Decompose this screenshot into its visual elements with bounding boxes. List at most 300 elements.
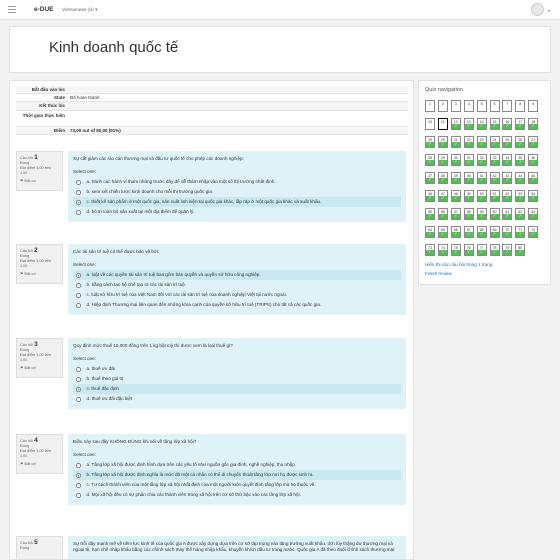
question-number-value: 1 <box>34 154 38 161</box>
quiz-nav-question-34[interactable] <box>502 154 512 166</box>
quiz-nav-number: 60 <box>492 210 497 214</box>
quiz-nav-question-66[interactable] <box>451 226 461 238</box>
answer-text: d. Hiệp định Thương mại liên quan đến những khía cạnh của quyền sở hữu trí tuệ (TRIPS) cho tất cả các quốc gia. <box>86 302 322 307</box>
quiz-nav-number: 1 <box>429 102 431 106</box>
check-icon: ✓ <box>516 232 524 237</box>
quiz-nav-number: 68 <box>479 228 484 232</box>
radio-button[interactable] <box>76 200 81 205</box>
check-icon: ✓ <box>503 178 511 183</box>
question-marks: Đạt điểm 1,00 trên 1,00 <box>20 166 52 175</box>
quiz-nav-question-10[interactable] <box>425 118 435 130</box>
check-icon: ✓ <box>478 250 486 255</box>
radio-button[interactable] <box>76 463 81 468</box>
check-icon: ✓ <box>465 214 473 219</box>
check-icon: ✓ <box>491 124 499 129</box>
question-info <box>16 244 63 284</box>
quiz-nav-question-44[interactable] <box>515 172 525 184</box>
quiz-nav-question-43[interactable] <box>502 172 512 184</box>
answer-option[interactable] <box>73 177 401 187</box>
flag-question-button[interactable]: ⚑ Đặt cờ <box>20 366 36 370</box>
answer-option[interactable] <box>73 280 401 290</box>
quiz-nav-question-68[interactable] <box>477 226 487 238</box>
quiz-nav-number: 3 <box>454 102 457 106</box>
check-icon: ✓ <box>491 232 499 237</box>
check-icon: ✓ <box>452 214 460 219</box>
radio-button[interactable] <box>76 210 81 215</box>
answer-option[interactable] <box>73 197 401 207</box>
quiz-nav-question-69[interactable] <box>490 226 500 238</box>
check-icon: ✓ <box>516 142 524 147</box>
answer-text: d. thuế ưu đãi đặc biệt <box>86 396 133 401</box>
check-icon: ✓ <box>439 196 447 201</box>
select-one-label: Select one: <box>73 169 96 174</box>
radio-button[interactable] <box>76 397 81 402</box>
question-info <box>16 338 63 378</box>
quiz-nav-number: 39 <box>453 174 458 178</box>
quiz-nav-number: 56 <box>440 210 445 214</box>
quiz-nav-question-71[interactable] <box>515 226 525 238</box>
check-icon: ✓ <box>503 214 511 219</box>
question-number-value: 3 <box>34 341 38 348</box>
quiz-nav-question-48[interactable] <box>451 190 461 202</box>
quiz-nav-question-67[interactable] <box>464 226 474 238</box>
answer-option[interactable] <box>73 290 401 300</box>
quiz-nav-question-80[interactable] <box>515 244 525 256</box>
quiz-nav-question-49[interactable] <box>464 190 474 202</box>
quiz-nav-number: 33 <box>492 156 497 160</box>
quiz-nav-number: 69 <box>492 228 497 232</box>
question-text: Điều này sau đây KHÔNG ĐÚNG khi nói về tầng lớp xã hội? <box>73 439 197 444</box>
quiz-nav-number: 17 <box>518 120 523 124</box>
quiz-nav-question-24[interactable] <box>490 136 500 148</box>
check-icon: ✓ <box>452 124 460 129</box>
quiz-nav-question-32[interactable] <box>477 154 487 166</box>
quiz-nav-question-62[interactable] <box>515 208 525 220</box>
quiz-nav-number: 9 <box>532 102 535 106</box>
check-icon: ✓ <box>516 178 524 183</box>
question-status: Đúng <box>20 444 30 448</box>
avatar[interactable] <box>531 3 544 16</box>
check-icon: ✓ <box>478 142 486 147</box>
quiz-nav-number: 18 <box>531 120 536 124</box>
quiz-nav-question-58[interactable] <box>464 208 474 220</box>
quiz-nav-question-63[interactable] <box>528 208 538 220</box>
check-icon: ✓ <box>439 250 447 255</box>
quiz-nav-question-18[interactable] <box>528 118 538 130</box>
quiz-nav-number: 19 <box>428 138 432 142</box>
question-number-value: 4 <box>34 437 38 444</box>
quiz-nav-question-76[interactable] <box>464 244 474 256</box>
check-icon: ✓ <box>491 196 499 201</box>
summary-label: Thời gian thực hiện <box>22 112 65 118</box>
quiz-nav-question-51[interactable] <box>490 190 500 202</box>
check-icon: ✓ <box>426 232 434 237</box>
quiz-nav-question-59[interactable] <box>477 208 487 220</box>
quiz-nav-question-7[interactable] <box>502 100 512 112</box>
quiz-nav-question-8[interactable] <box>515 100 525 112</box>
check-icon: ✓ <box>516 250 524 255</box>
radio-button[interactable] <box>76 283 81 288</box>
quiz-navigation-panel <box>418 80 551 285</box>
summary-label: Điểm <box>53 127 65 133</box>
check-icon: ✓ <box>503 142 511 147</box>
quiz-nav-number: 50 <box>479 192 484 196</box>
quiz-nav-question-28[interactable] <box>425 154 435 166</box>
check-icon: ✓ <box>503 232 511 237</box>
quiz-nav-question-72[interactable] <box>528 226 538 238</box>
quiz-nav-number: 79 <box>505 246 510 250</box>
quiz-nav-number: 78 <box>492 246 497 250</box>
question-number-label: Câu hỏi <box>20 156 35 160</box>
quiz-nav-number: 57 <box>453 210 458 214</box>
quiz-nav-number: 67 <box>466 228 471 232</box>
quiz-nav-number: 26 <box>518 138 523 142</box>
check-icon: ✓ <box>465 124 473 129</box>
quiz-nav-question-55[interactable] <box>425 208 435 220</box>
check-icon: ✓ <box>465 160 473 165</box>
question-content <box>68 338 406 409</box>
quiz-nav-number: 72 <box>531 228 536 232</box>
quiz-nav-number: 65 <box>440 228 445 232</box>
question-marks: Đạt điểm 1,00 trên 1,00 <box>20 449 52 458</box>
flag-question-button[interactable]: ⚑ Đặt cờ <box>20 272 36 276</box>
quiz-nav-number: 5 <box>480 102 483 106</box>
quiz-nav-question-54[interactable] <box>528 190 538 202</box>
quiz-nav-question-45[interactable] <box>528 172 538 184</box>
quiz-nav-question-4[interactable] <box>464 100 474 112</box>
quiz-nav-question-60[interactable] <box>490 208 500 220</box>
answer-option[interactable] <box>73 490 401 500</box>
answer-text: d. Mọi xã hội đều có sự phân chia các thành viên trong xã hội trên cơ sở thứ bậc vào các tầng lớp xã hội. <box>86 492 301 497</box>
answer-option[interactable] <box>73 207 401 217</box>
check-icon: ✓ <box>478 178 486 183</box>
attempt-summary <box>16 86 408 135</box>
quiz-nav-question-22[interactable] <box>464 136 474 148</box>
question-status: Đúng <box>20 254 30 258</box>
quiz-nav-question-78[interactable] <box>490 244 500 256</box>
quiz-nav-number: 75 <box>453 246 458 250</box>
quiz-nav-question-38[interactable] <box>438 172 448 184</box>
quiz-nav-question-74[interactable] <box>438 244 448 256</box>
summary-row <box>16 86 408 94</box>
question-content <box>68 536 406 560</box>
quiz-nav-number: 48 <box>453 192 458 196</box>
language-selector[interactable]: Vietnamese (vi) ▾ <box>62 7 98 12</box>
question-text: Quy định mức thuế 10.000 đồng trên 1 kg bột mỳ thì được xem là loại thuế gì? <box>73 343 233 348</box>
check-icon: ✓ <box>529 232 537 237</box>
quiz-nav-question-21[interactable] <box>451 136 461 148</box>
check-icon: ✓ <box>491 142 499 147</box>
quiz-nav-question-16[interactable] <box>502 118 512 130</box>
summary-value: 73,00 out of 80,00 (91%) <box>70 127 121 133</box>
quiz-nav-number: 73 <box>428 246 432 250</box>
quiz-nav-number: 2 <box>441 102 444 106</box>
quiz-nav-number: 14 <box>479 120 484 124</box>
summary-row <box>16 111 408 127</box>
check-icon: ✓ <box>452 232 460 237</box>
quiz-nav-question-17[interactable] <box>515 118 525 130</box>
answer-text: b. bằng cách tạo hệ chế tạo ra các tài sản trí tuệ. <box>86 282 187 287</box>
check-icon: ✓ <box>491 214 499 219</box>
summary-value <box>68 86 70 93</box>
quiz-nav-question-42[interactable] <box>490 172 500 184</box>
quiz-nav-question-64[interactable] <box>425 226 435 238</box>
quiz-nav-number: 20 <box>440 138 445 142</box>
flag-question-button[interactable]: ⚑ Đặt cờ <box>20 462 36 466</box>
answer-option[interactable] <box>73 374 401 384</box>
check-icon: ✓ <box>503 250 511 255</box>
quiz-nav-question-46[interactable] <box>425 190 435 202</box>
radio-button[interactable] <box>76 273 81 278</box>
menu-icon[interactable] <box>8 6 16 13</box>
quiz-nav-number: 29 <box>440 156 445 160</box>
quiz-nav-number: 35 <box>518 156 523 160</box>
quiz-nav-question-41[interactable] <box>477 172 487 184</box>
quiz-nav-number: 49 <box>466 192 471 196</box>
check-icon: ✓ <box>503 160 511 165</box>
quiz-nav-question-31[interactable] <box>464 154 474 166</box>
quiz-nav-question-52[interactable] <box>502 190 512 202</box>
quiz-nav-number: 42 <box>492 174 497 178</box>
radio-button[interactable] <box>76 190 81 195</box>
check-icon: ✓ <box>478 232 486 237</box>
quiz-nav-question-19[interactable] <box>425 136 435 148</box>
quiz-nav-question-12[interactable] <box>451 118 461 130</box>
answer-text: b. xem xét chiến lược kinh doanh cho mỗi thị trường quốc gia. <box>86 189 214 194</box>
quiz-nav-question-20[interactable] <box>438 136 448 148</box>
quiz-nav-number: 4 <box>467 102 470 106</box>
quiz-nav-question-37[interactable] <box>425 172 435 184</box>
question-number-value: 2 <box>34 247 38 254</box>
quiz-nav-number: 74 <box>440 246 445 250</box>
quiz-nav-question-70[interactable] <box>502 226 512 238</box>
quiz-nav-question-1[interactable] <box>425 100 435 112</box>
check-icon: ✓ <box>426 178 434 183</box>
answer-text: d. bỏ tri toàn bộ sản xuất tại một địa điểm để quản lý. <box>86 209 195 214</box>
question-number-label: Câu hỏi <box>20 439 35 443</box>
radio-button[interactable] <box>76 303 81 308</box>
quiz-nav-number: 52 <box>505 192 510 196</box>
quiz-nav-number: 22 <box>466 138 471 142</box>
check-icon: ✓ <box>491 160 499 165</box>
answer-text: a. luật về các quyền tài sản trí tuệ bao gồm bản quyền và quyền sở hữu công nghiệp. <box>86 272 261 277</box>
check-icon: ✓ <box>516 196 524 201</box>
answer-option[interactable] <box>73 364 401 374</box>
question-status: Đúng <box>20 546 30 550</box>
quiz-nav-question-35[interactable] <box>515 154 525 166</box>
check-icon: ✓ <box>439 232 447 237</box>
quiz-nav-number: 47 <box>440 192 445 196</box>
quiz-nav-number: 32 <box>479 156 484 160</box>
quiz-nav-question-75[interactable] <box>451 244 461 256</box>
quiz-nav-question-40[interactable] <box>464 172 474 184</box>
answer-text: a. tránh các hành vi tham nhũng trước đây để dễ thâm nhập vào một số thị trường nhất định. <box>86 179 276 184</box>
question-marks: Đạt điểm 1,00 trên 1,00 <box>20 259 52 268</box>
quiz-nav-question-29[interactable] <box>438 154 448 166</box>
quiz-nav-number: 24 <box>492 138 497 142</box>
quiz-nav-number: 11 <box>441 120 445 124</box>
check-icon: ✓ <box>478 160 486 165</box>
select-one-label: Select one: <box>73 262 96 267</box>
radio-button[interactable] <box>76 180 81 185</box>
top-navbar <box>0 0 560 20</box>
summary-label: State <box>53 95 65 101</box>
quiz-nav-question-27[interactable] <box>528 136 538 148</box>
quiz-nav-number: 10 <box>428 120 432 124</box>
quiz-nav-number: 61 <box>505 210 510 214</box>
quiz-nav-number: 27 <box>531 138 536 142</box>
check-icon: ✓ <box>529 178 537 183</box>
check-icon: ✓ <box>478 124 486 129</box>
answer-option[interactable] <box>73 384 401 394</box>
quiz-nav-question-53[interactable] <box>515 190 525 202</box>
radio-button[interactable] <box>76 493 81 498</box>
question-info <box>16 536 63 560</box>
quiz-nav-number: 71 <box>518 228 523 232</box>
radio-button[interactable] <box>76 377 81 382</box>
quiz-nav-question-2[interactable] <box>438 100 448 112</box>
quiz-nav-question-25[interactable] <box>502 136 512 148</box>
radio-button[interactable] <box>76 293 81 298</box>
question-number-label: Câu hỏi <box>20 343 35 347</box>
check-icon: ✓ <box>529 124 537 129</box>
quiz-review-main <box>9 80 414 560</box>
quiz-nav-number: 55 <box>428 210 432 214</box>
radio-button[interactable] <box>76 473 81 478</box>
check-icon: ✓ <box>529 160 537 165</box>
quiz-nav-question-13[interactable] <box>464 118 474 130</box>
quiz-nav-number: 16 <box>505 120 510 124</box>
flag-question-button[interactable]: ⚑ Đặt cờ <box>20 179 36 183</box>
summary-label: Bắt đầu vào lúc <box>31 87 65 92</box>
quiz-nav-question-77[interactable] <box>477 244 487 256</box>
summary-label: Kết thúc lúc <box>39 103 65 109</box>
quiz-nav-number: 80 <box>518 246 523 250</box>
answer-text: b. Tầng lớp xã hội được định nghĩa là mức độ một cá nhân có thể di chuyển thoát tầng lớp nơi họ được sinh ra. <box>86 472 314 477</box>
quiz-nav-question-79[interactable] <box>502 244 512 256</box>
answer-option[interactable] <box>73 270 401 280</box>
question-number-label: Câu hỏi <box>20 249 35 253</box>
check-icon: ✓ <box>439 214 447 219</box>
check-icon: ✓ <box>426 196 434 201</box>
check-icon: ✓ <box>491 178 499 183</box>
question-content <box>68 151 406 222</box>
quiz-nav-question-36[interactable] <box>528 154 538 166</box>
chevron-down-icon[interactable]: ▾ <box>548 8 551 13</box>
check-icon: ✓ <box>439 160 447 165</box>
select-one-label: Select one: <box>73 452 96 457</box>
quiz-nav-question-6[interactable] <box>490 100 500 112</box>
check-icon: ✓ <box>465 250 473 255</box>
check-icon: ✓ <box>465 232 473 237</box>
quiz-nav-question-30[interactable] <box>451 154 461 166</box>
quiz-nav-question-15[interactable] <box>490 118 500 130</box>
quiz-nav-number: 45 <box>531 174 536 178</box>
quiz-navigation-title: Quiz navigation <box>425 87 463 93</box>
answer-option[interactable] <box>73 394 401 404</box>
check-icon: ✓ <box>426 214 434 219</box>
answer-text: c. thiết kế sản phẩm ở một quốc gia, sản xuất linh kiện tại quốc gia khác, lắp ráp ở một quốc gia khác và xuất khẩu. <box>86 199 322 204</box>
brand-logo[interactable]: e-DUE <box>34 6 54 13</box>
answer-option[interactable] <box>73 480 401 490</box>
quiz-nav-question-47[interactable] <box>438 190 448 202</box>
quiz-nav-question-23[interactable] <box>477 136 487 148</box>
check-icon: ✓ <box>478 196 486 201</box>
quiz-nav-number: 13 <box>466 120 471 124</box>
answer-text: c. Tư cách thành viên của một tầng lớp xã hội nhất định của một người luôn quyết định tầng lớp mà họ thuộc về. <box>86 482 316 487</box>
answer-text: c. luật sở hữu trí tuệ của Việt Nam đối với các tài sản trí tuệ của doanh nghiệp Việt tại nước ngoài. <box>86 292 287 297</box>
quiz-nav-number: 34 <box>505 156 510 160</box>
page-header <box>9 26 551 73</box>
check-icon: ✓ <box>465 196 473 201</box>
check-icon: ✓ <box>426 160 434 165</box>
quiz-nav-question-9[interactable] <box>528 100 538 112</box>
quiz-nav-question-57[interactable] <box>451 208 461 220</box>
select-one-label: Select one: <box>73 356 96 361</box>
quiz-nav-number: 31 <box>466 156 471 160</box>
question-info <box>16 151 63 191</box>
answer-option[interactable] <box>73 470 401 480</box>
quiz-nav-question-26[interactable] <box>515 136 525 148</box>
page-title: Kinh doanh quốc tế <box>49 39 179 56</box>
answer-text: a. thuế ưu đãi <box>86 366 115 371</box>
quiz-nav-number: 46 <box>428 192 432 196</box>
answer-option[interactable] <box>73 187 401 197</box>
check-icon: ✓ <box>452 178 460 183</box>
quiz-nav-question-61[interactable] <box>502 208 512 220</box>
quiz-nav-number: 64 <box>428 228 432 232</box>
summary-row <box>16 127 408 135</box>
quiz-nav-question-11[interactable] <box>438 118 448 130</box>
summary-value <box>68 102 70 109</box>
question-text: Sự trỗi dậy mạnh mẽ về tiềm lực kinh tế của quốc gia A được xây dựng dựa trên cơ sở tập trung vào tăng trưởng xuất khẩu, tích lũy thặng dư thương mại và ngoại tệ, hạn chế nhập khẩu bằng các chính sách thay thế hàng nhập khẩu, khuyến khích đầu tư trong nước. Quốc gia A đã theo đuổi chính sách thương mại: <box>73 541 396 552</box>
answer-option[interactable] <box>73 300 401 310</box>
question-content <box>68 434 406 505</box>
summary-value <box>68 111 70 126</box>
quiz-nav-question-5[interactable] <box>477 100 487 112</box>
show-one-page-link[interactable]: Hiển thị các câu hỏi trong 1 trang <box>425 262 493 267</box>
question-number-value: 5 <box>34 539 38 546</box>
radio-button[interactable] <box>76 483 81 488</box>
summary-row <box>16 94 408 102</box>
quiz-nav-number: 40 <box>466 174 471 178</box>
question-info <box>16 434 63 474</box>
quiz-nav-question-14[interactable] <box>477 118 487 130</box>
radio-button[interactable] <box>76 367 81 372</box>
check-icon: ✓ <box>452 250 460 255</box>
check-icon: ✓ <box>426 250 434 255</box>
radio-button[interactable] <box>76 387 81 392</box>
answer-option[interactable] <box>73 460 401 470</box>
check-icon: ✓ <box>426 142 434 147</box>
quiz-nav-question-39[interactable] <box>451 172 461 184</box>
quiz-nav-number: 58 <box>466 210 471 214</box>
quiz-nav-question-50[interactable] <box>477 190 487 202</box>
quiz-nav-number: 59 <box>479 210 484 214</box>
quiz-nav-number: 6 <box>493 102 496 106</box>
quiz-nav-question-65[interactable] <box>438 226 448 238</box>
check-icon: ✓ <box>452 196 460 201</box>
question-marks: Đạt điểm 1,00 trên 1,00 <box>20 353 52 362</box>
quiz-nav-number: 30 <box>453 156 458 160</box>
check-icon: ✓ <box>491 250 499 255</box>
quiz-nav-question-56[interactable] <box>438 208 448 220</box>
quiz-nav-question-33[interactable] <box>490 154 500 166</box>
quiz-nav-question-3[interactable] <box>451 100 461 112</box>
finish-review-link[interactable]: Finish review <box>425 271 452 276</box>
quiz-nav-number: 66 <box>453 228 458 232</box>
quiz-nav-question-73[interactable] <box>425 244 435 256</box>
